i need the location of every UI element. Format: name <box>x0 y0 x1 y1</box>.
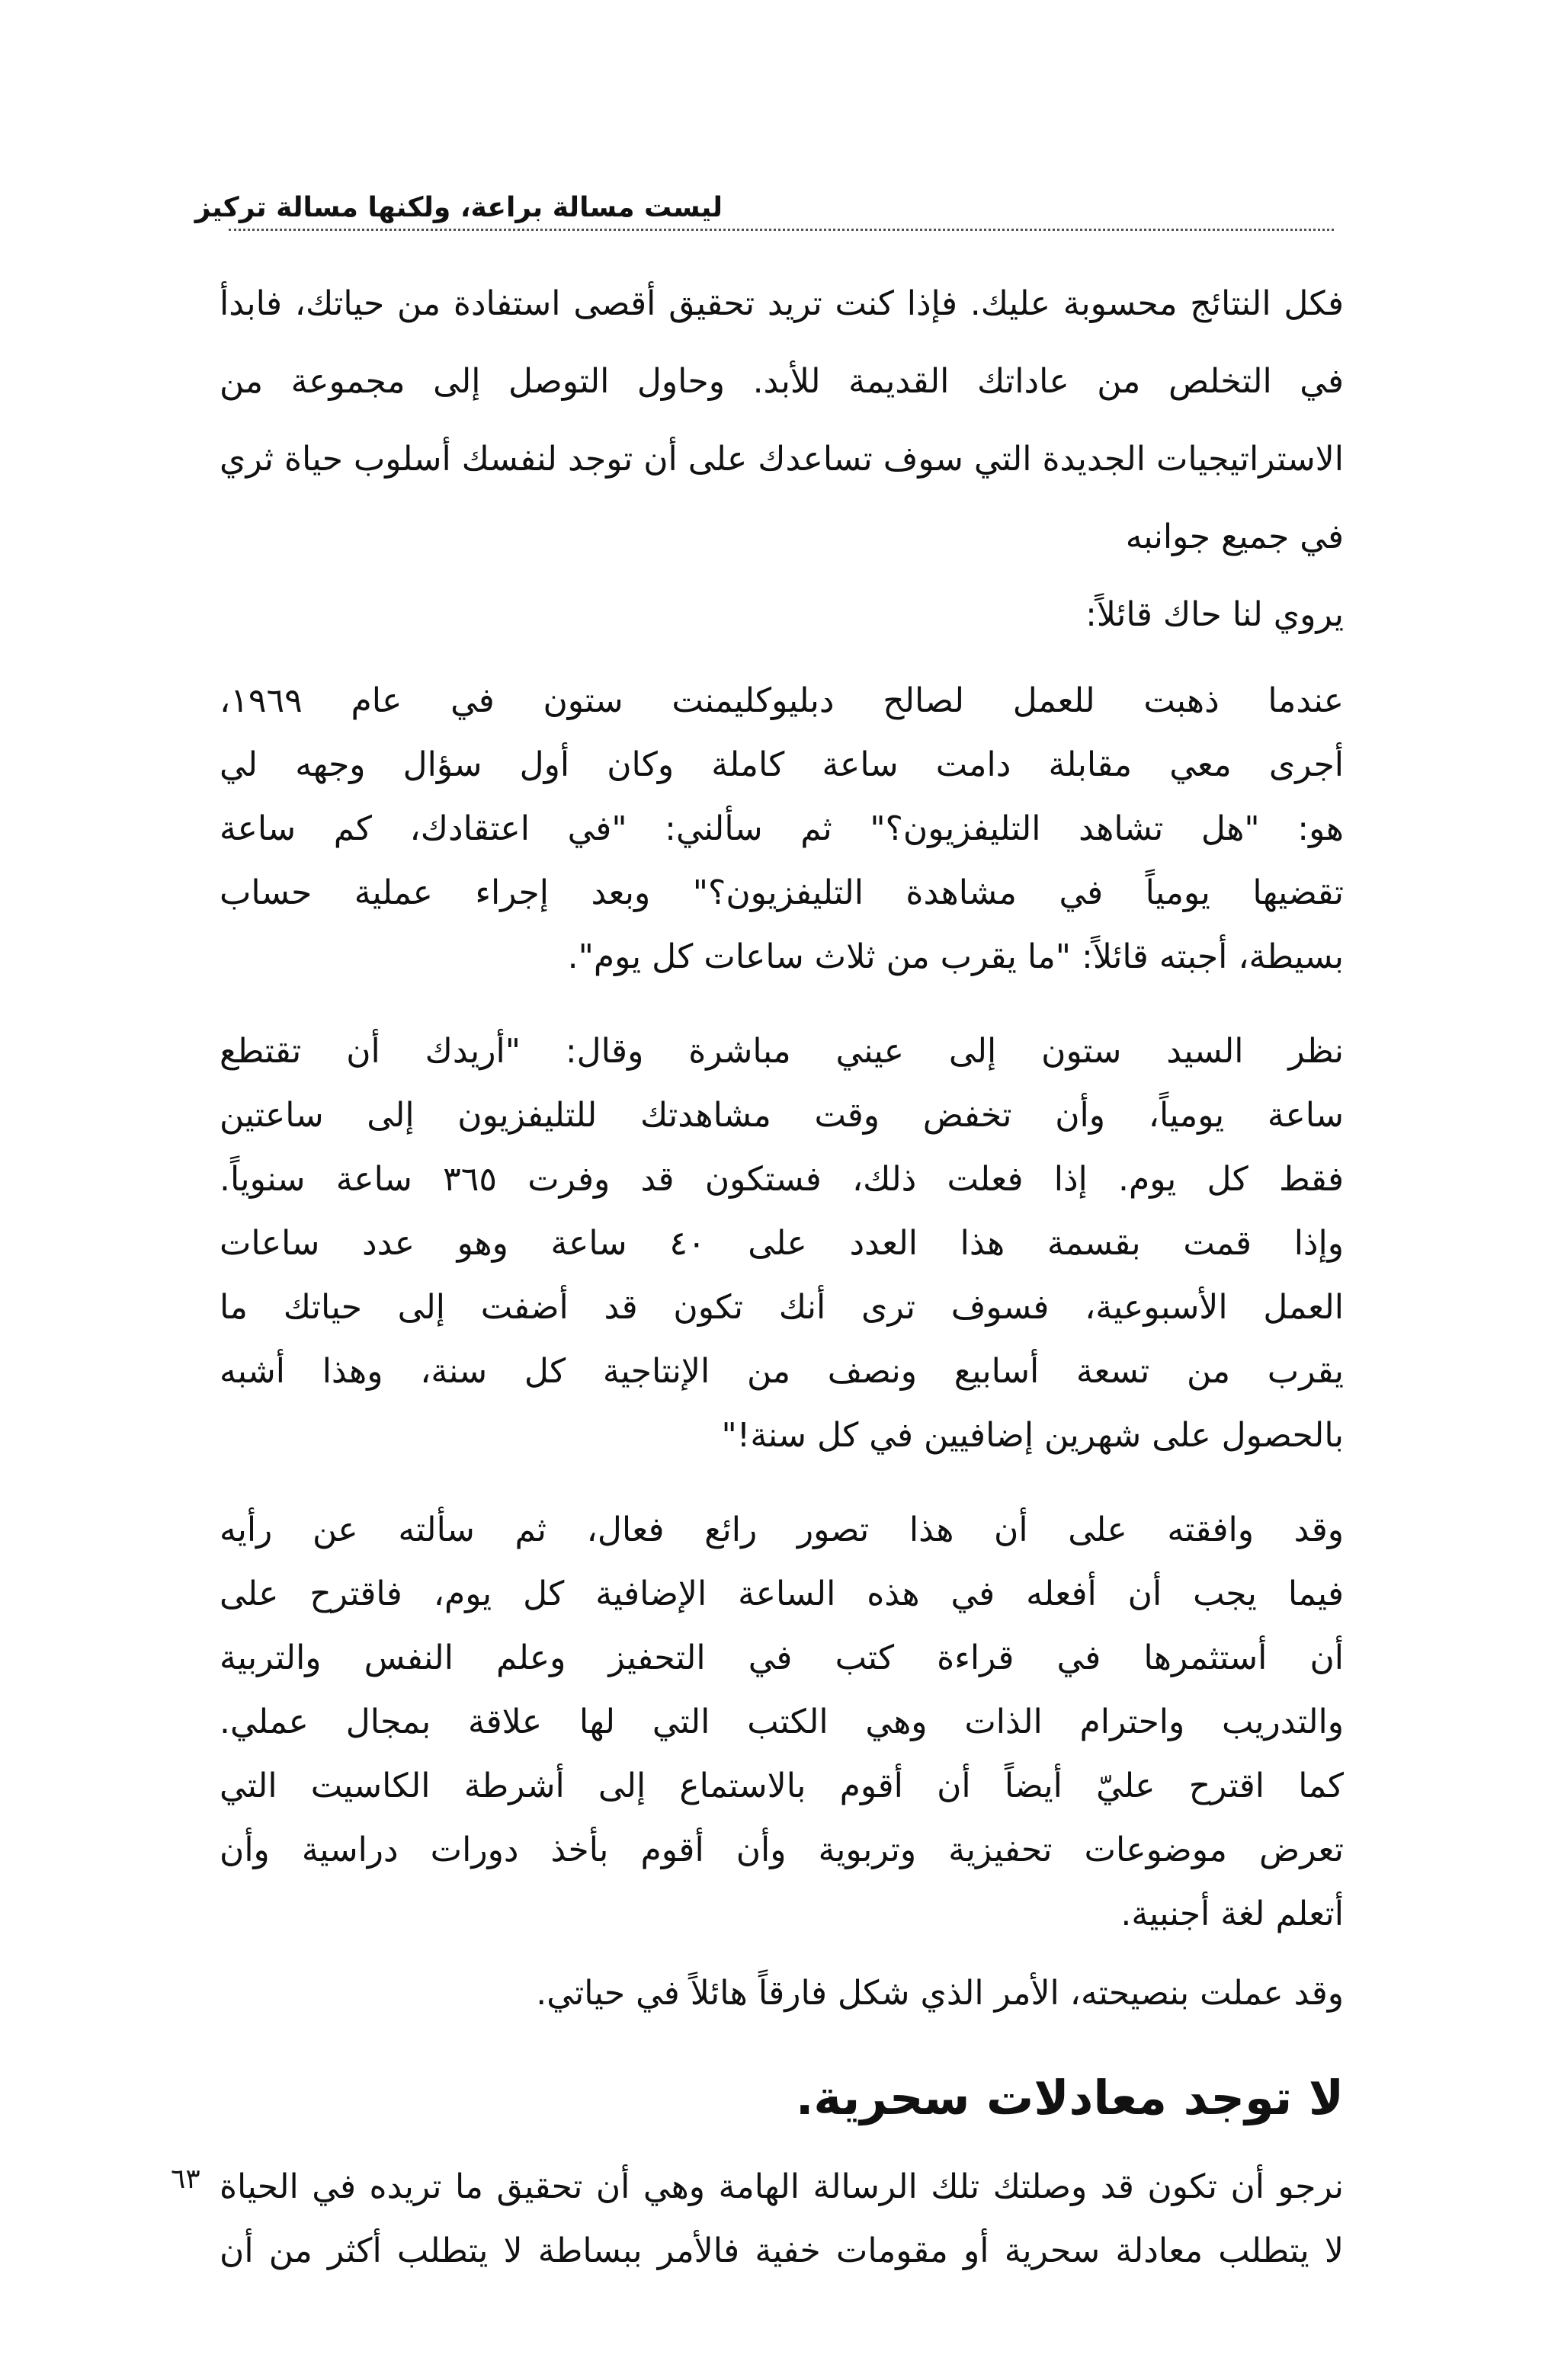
text-line: العمل الأسبوعية، فسوف ترى أنك تكون قد أضفت إلى حياتك ما <box>220 1288 1344 1327</box>
text-line: لا يتطلب معادلة سحرية أو مقومات خفية فالأمر ببساطة لا يتطلب أكثر من أن <box>220 2231 1344 2270</box>
text-line: في التخلص من عاداتك القديمة للأبد. وحاول التوصل إلى مجموعة من <box>220 362 1344 401</box>
text-line: والتدريب واحترام الذات وهي الكتب التي لها علاقة بمجال عملي. <box>220 1703 1344 1741</box>
text-line: أتعلم لغة أجنبية. <box>1120 1895 1344 1933</box>
text-line: نرجو أن تكون قد وصلتك تلك الرسالة الهامة وهي أن تحقيق ما تريده في الحياة <box>220 2167 1344 2206</box>
text-line: تعرض موضوعات تحفيزية وتربوية وأن أقوم بأخذ دورات دراسية وأن <box>220 1831 1344 1869</box>
text-line: تقضيها يومياً في مشاهدة التليفزيون؟" وبعد إجراء عملية حساب <box>220 873 1344 912</box>
text-line: فقط كل يوم. إذا فعلت ذلك، فستكون قد وفرت ٣٦٥ ساعة سنوياً. <box>220 1160 1344 1199</box>
text-line: أن أستثمرها في قراءة كتب في التحفيز وعلم النفس والتربية <box>220 1638 1344 1677</box>
body-text <box>220 265 1344 2283</box>
text-line: نظر السيد ستون إلى عيني مباشرة وقال: "أريدك أن تقتطع <box>220 1032 1344 1071</box>
text-line: عندما ذهبت للعمل لصالح دبليوكليمنت ستون في عام ١٩٦٩، <box>220 681 1344 720</box>
text-line: هو: "هل تشاهد التليفزيون؟" ثم سألني: "في اعتقادك، كم ساعة <box>220 809 1344 848</box>
text-line: كما اقترح عليّ أيضاً أن أقوم بالاستماع إلى أشرطة الكاسيت التي <box>220 1767 1344 1805</box>
running-header: ليست مسالة براعة، ولكنها مسالة تركيز <box>194 192 723 223</box>
text-line: في جميع جوانبه <box>1125 517 1344 556</box>
text-line: فيما يجب أن أفعله في هذه الساعة الإضافية كل يوم، فاقترح على <box>220 1574 1344 1613</box>
text-line: وقد عملت بنصيحته، الأمر الذي شكل فارقاً هائلاً في حياتي. <box>536 1974 1344 2013</box>
text-line: الاستراتيجيات الجديدة التي سوف تساعدك على أن توجد لنفسك أسلوب حياة ثري <box>220 440 1344 479</box>
header-rule <box>229 229 1334 231</box>
text-line: ساعة يومياً، وأن تخفض وقت مشاهدتك للتليفزيون إلى ساعتين <box>220 1096 1344 1135</box>
text-line: أجرى معي مقابلة دامت ساعة كاملة وكان أول سؤال وجهه لي <box>220 745 1344 784</box>
text-line: فكل النتائج محسوبة عليك. فإذا كنت تريد تحقيق أقصى استفادة من حياتك، فابدأ <box>220 284 1344 323</box>
text-line: وإذا قمت بقسمة هذا العدد على ٤٠ ساعة وهو عدد ساعات <box>220 1224 1344 1263</box>
text-line: وقد وافقته على أن هذا تصور رائع فعال، ثم سألته عن رأيه <box>220 1510 1344 1549</box>
text-line: يروي لنا حاك قائلاً: <box>1085 595 1344 634</box>
text-line: بالحصول على شهرين إضافيين في كل سنة!" <box>721 1416 1344 1455</box>
page-number: ٦٣ <box>171 2164 200 2195</box>
text-line: بسيطة، أجبته قائلاً: "ما يقرب من ثلاث ساعات كل يوم". <box>567 937 1344 976</box>
text-line: يقرب من تسعة أسابيع ونصف من الإنتاجية كل سنة، وهذا أشبه <box>220 1352 1344 1391</box>
section-heading: لا توجد معادلات سحرية. <box>795 2070 1344 2125</box>
